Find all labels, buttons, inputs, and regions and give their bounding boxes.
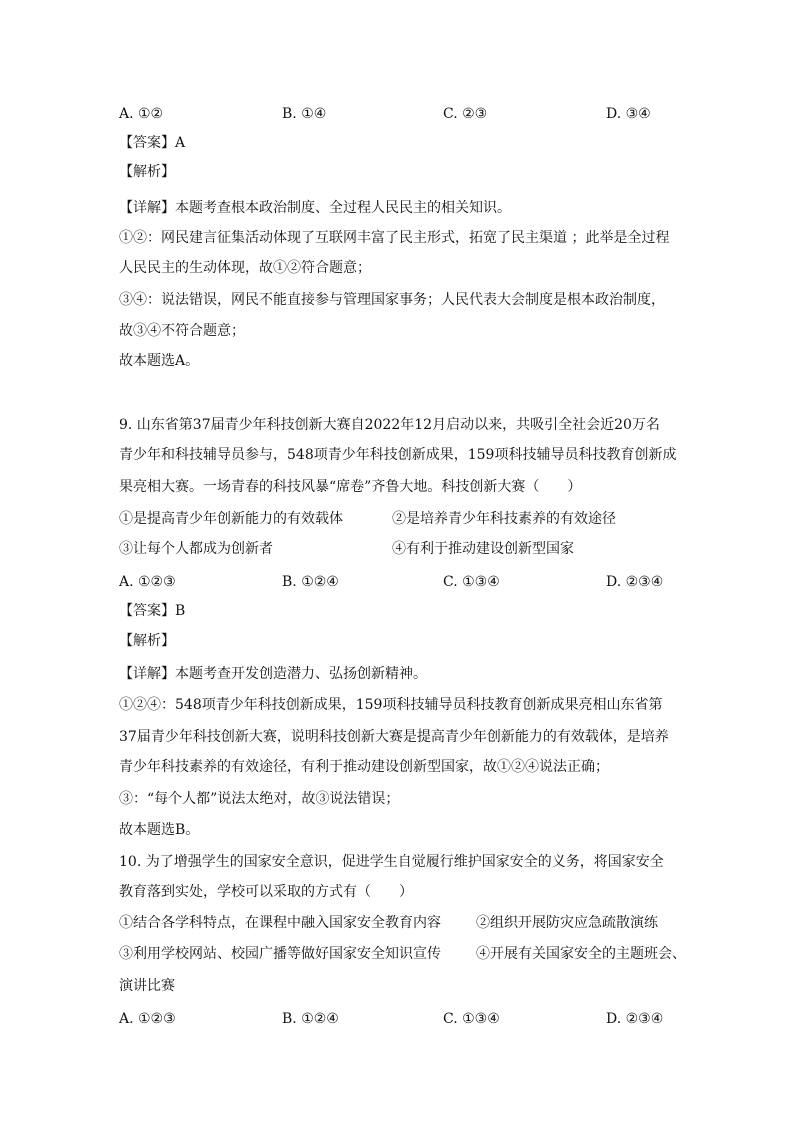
option-c: C. ②③ bbox=[443, 106, 488, 122]
explanation-line: ①②：网民建言征集活动体现了互联网丰富了民主形式，拓宽了民主渠道 ；此举是全过程 bbox=[119, 230, 670, 246]
question-stem-line: 9. 山东省第37届青少年科技创新大赛自2022年12月启动以来，共吸引全社会近20万名 bbox=[119, 417, 660, 433]
explanation-line: 故本题选B。 bbox=[119, 822, 200, 838]
answer-line: 【答案】B bbox=[119, 603, 186, 619]
explanation-line: 故本题选A。 bbox=[119, 353, 200, 369]
explanation-line: 37届青少年科技创新大赛，说明科技创新大赛是提高青少年创新能力的有效载体，是培养 bbox=[119, 729, 669, 745]
option-d: D. ②③④ bbox=[606, 1011, 664, 1027]
option-d: D. ③④ bbox=[606, 106, 651, 122]
explanation-line: 青少年科技素养的有效途径，有利于推动建设创新型国家，故①②④说法正确； bbox=[119, 759, 609, 775]
statement-3: ③利用学校网站、校园广播等做好国家安全知识宣传 bbox=[119, 946, 441, 962]
question-stem-line: 10. 为了增强学生的国家安全意识，促进学生自觉履行维护国家安全的义务，将国家安全 bbox=[119, 854, 664, 870]
answer-line: 【答案】A bbox=[119, 135, 186, 151]
question-stem-line: 青少年和科技辅导员参与，548项青少年科技创新成果，159项科技辅导员科技教育创新成 bbox=[119, 447, 677, 463]
option-c: C. ①③④ bbox=[443, 574, 500, 590]
option-a: A. ①②③ bbox=[119, 574, 176, 590]
analysis-label: 【解析】 bbox=[119, 633, 175, 649]
statement-1: ①是提高青少年创新能力的有效载体 bbox=[119, 511, 343, 527]
statement-1: ①结合各学科特点，在课程中融入国家安全教育内容 bbox=[119, 915, 441, 931]
question-stem-line: 果亮相大赛。一场青春的科技风暴“席卷”齐鲁大地。科技创新大赛（ ） bbox=[119, 479, 582, 495]
explanation-line: ③④：说法错误，网民不能直接参与管理国家事务；人民代表大会制度是根本政治制度， bbox=[119, 292, 665, 308]
option-a: A. ①②③ bbox=[119, 1011, 176, 1027]
explanation-line: 人民民主的生动体现，故①②符合题意； bbox=[119, 260, 371, 276]
explanation-line: 【详解】本题考查根本政治制度、全过程人民民主的相关知识。 bbox=[119, 200, 511, 216]
analysis-label: 【解析】 bbox=[119, 164, 175, 180]
option-d: D. ②③④ bbox=[606, 574, 664, 590]
explanation-line: 故③④不符合题意； bbox=[119, 323, 245, 339]
option-c: C. ①③④ bbox=[443, 1011, 500, 1027]
option-b: B. ①②④ bbox=[282, 574, 339, 590]
question-stem-line: 教育落到实处，学校可以采取的方式有（ ） bbox=[119, 884, 413, 900]
statement-2: ②组织开展防灾应急疏散演练 bbox=[476, 915, 658, 931]
explanation-line: 【详解】本题考查开发创造潜力、弘扬创新精神。 bbox=[119, 666, 427, 682]
statement-4: ④有利于推动建设创新型国家 bbox=[392, 541, 574, 557]
statement-4-continued: 演讲比赛 bbox=[119, 978, 175, 994]
statement-4: ④开展有关国家安全的主题班会、 bbox=[476, 946, 686, 962]
explanation-line: ③：“每个人都”说法太绝对，故③说法错误； bbox=[119, 791, 400, 807]
option-b: B. ①④ bbox=[282, 106, 327, 122]
option-b: B. ①②④ bbox=[282, 1011, 339, 1027]
statement-2: ②是培养青少年科技素养的有效途径 bbox=[392, 511, 616, 527]
statement-3: ③让每个人都成为创新者 bbox=[119, 541, 273, 557]
explanation-line: ①②④：548项青少年科技创新成果，159项科技辅导员科技教育创新成果亮相山东省第 bbox=[119, 697, 663, 713]
option-a: A. ①② bbox=[119, 106, 164, 122]
